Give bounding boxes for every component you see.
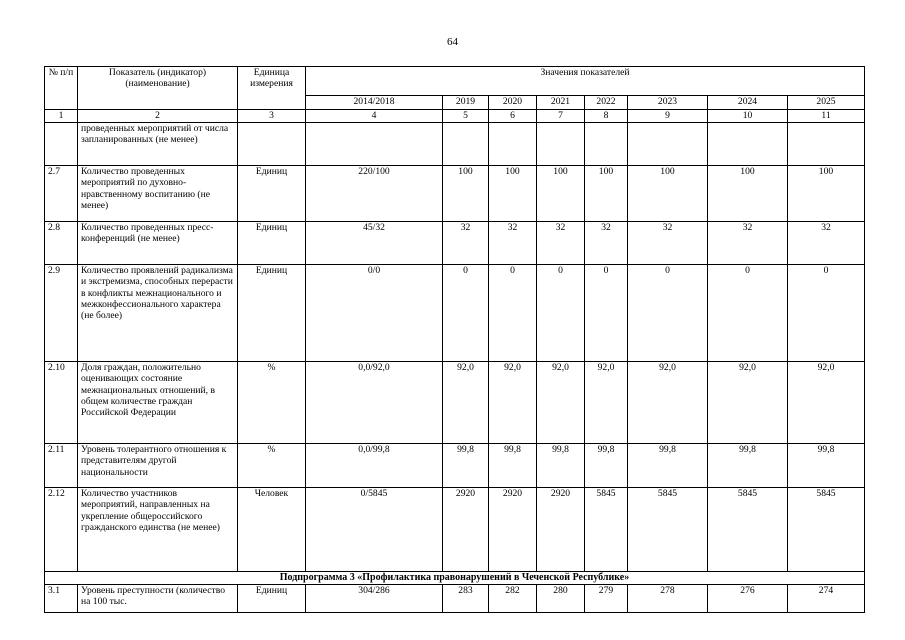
row-value: 279 [585,585,628,613]
row-value: 99,8 [585,444,628,488]
row-value: 99,8 [443,444,489,488]
row-unit: Единиц [238,222,306,265]
row-value: 283 [443,585,489,613]
row-value: 0 [708,265,788,362]
row-value: 92,0 [585,362,628,444]
row-number: 2.11 [45,444,78,488]
row-value: 92,0 [443,362,489,444]
header-year: 2020 [489,96,537,110]
row-value: 92,0 [489,362,537,444]
header-values: Значения показателей [306,67,865,96]
row-value: 220/100 [306,166,443,222]
row-value [585,123,628,166]
subprogram-heading: Подпрограмма 3 «Профилактика правонарушений в Чеченской Республике» [45,572,865,585]
row-indicator: Количество участников мероприятий, направленных на укрепление общероссийского гражданского единства (не менее) [78,488,238,572]
header-column-number: 7 [537,110,585,123]
row-value: 92,0 [708,362,788,444]
row-unit: Единиц [238,166,306,222]
row-value: 2920 [489,488,537,572]
row-unit [238,123,306,166]
row-number: 2.9 [45,265,78,362]
row-value [489,123,537,166]
row-value: 32 [628,222,708,265]
row-value: 0 [537,265,585,362]
row-value: 100 [537,166,585,222]
row-value: 5845 [628,488,708,572]
row-value: 0 [443,265,489,362]
header-column-number: 8 [585,110,628,123]
table-row [45,222,865,265]
row-value: 100 [585,166,628,222]
row-value: 5845 [708,488,788,572]
row-value: 99,8 [537,444,585,488]
header-year: 2021 [537,96,585,110]
header-column-number: 11 [788,110,865,123]
table-row [45,265,865,362]
indicators-table [44,66,865,613]
row-number: 3.1 [45,585,78,613]
row-value: 274 [788,585,865,613]
row-value [306,123,443,166]
row-indicator: проведенных мероприятий от числа запланированных (не менее) [78,123,238,166]
table-row [45,488,865,572]
header-column-number: 10 [708,110,788,123]
row-number: 2.10 [45,362,78,444]
row-value: 99,8 [788,444,865,488]
row-value: 0 [585,265,628,362]
row-value [628,123,708,166]
header-num: № п/п [45,67,78,110]
table-row [45,444,865,488]
header-column-number: 2 [78,110,238,123]
row-value: 2920 [443,488,489,572]
row-value: 100 [628,166,708,222]
row-value [788,123,865,166]
row-value: 92,0 [537,362,585,444]
table-row [45,585,865,613]
row-indicator: Количество проявлений радикализма и экстремизма, способных перерасти в конфликты межнационального и межконфессионального характера (не более) [78,265,238,362]
row-value: 5845 [585,488,628,572]
header-unit: Единица измерения [238,67,306,110]
row-value: 0 [628,265,708,362]
row-value: 0/5845 [306,488,443,572]
row-value: 32 [489,222,537,265]
row-value: 100 [788,166,865,222]
row-number [45,123,78,166]
row-value: 0 [788,265,865,362]
row-value: 2920 [537,488,585,572]
row-value: 280 [537,585,585,613]
table-row [45,362,865,444]
row-indicator: Доля граждан, положительно оценивающих состояние межнациональных отношений, в общем количестве граждан Российской Федерации [78,362,238,444]
header-column-number: 9 [628,110,708,123]
header-indicator: Показатель (индикатор) (наименование) [78,67,238,110]
row-value [708,123,788,166]
row-indicator: Количество проведенных пресс-конференций (не менее) [78,222,238,265]
row-value: 0/0 [306,265,443,362]
row-value: 282 [489,585,537,613]
page-number: 64 [447,36,458,48]
header-year: 2025 [788,96,865,110]
row-value: 99,8 [708,444,788,488]
table-row [45,166,865,222]
row-value: 5845 [788,488,865,572]
row-value: 304/286 [306,585,443,613]
row-value: 92,0 [788,362,865,444]
row-value: 32 [585,222,628,265]
row-value: 32 [788,222,865,265]
row-value: 100 [489,166,537,222]
row-value: 276 [708,585,788,613]
row-value [443,123,489,166]
row-number: 2.7 [45,166,78,222]
row-unit: Единиц [238,585,306,613]
row-unit: % [238,362,306,444]
row-value: 99,8 [489,444,537,488]
header-column-number: 6 [489,110,537,123]
row-unit: % [238,444,306,488]
header-column-number: 5 [443,110,489,123]
row-value: 32 [537,222,585,265]
row-value: 100 [443,166,489,222]
header-year: 2024 [708,96,788,110]
header-column-number: 3 [238,110,306,123]
row-value: 99,8 [628,444,708,488]
row-indicator: Уровень преступности (количество на 100 тыс. [78,585,238,613]
row-value: 32 [443,222,489,265]
row-value: 100 [708,166,788,222]
row-value [537,123,585,166]
header-year: 2014/2018 [306,96,443,110]
row-number: 2.8 [45,222,78,265]
row-unit: Единиц [238,265,306,362]
header-column-number: 1 [45,110,78,123]
row-indicator: Уровень толерантного отношения к представителям другой национальности [78,444,238,488]
row-value: 278 [628,585,708,613]
row-value: 0,0/92,0 [306,362,443,444]
header-column-number: 4 [306,110,443,123]
row-value: 0,0/99,8 [306,444,443,488]
header-year: 2023 [628,96,708,110]
row-value: 45/32 [306,222,443,265]
row-unit: Человек [238,488,306,572]
row-number: 2.12 [45,488,78,572]
row-value: 0 [489,265,537,362]
row-indicator: Количество проведенных мероприятий по духовно-нравственному воспитанию (не менее) [78,166,238,222]
header-year: 2022 [585,96,628,110]
row-value: 32 [708,222,788,265]
header-year: 2019 [443,96,489,110]
table-row [45,123,865,166]
row-value: 92,0 [628,362,708,444]
